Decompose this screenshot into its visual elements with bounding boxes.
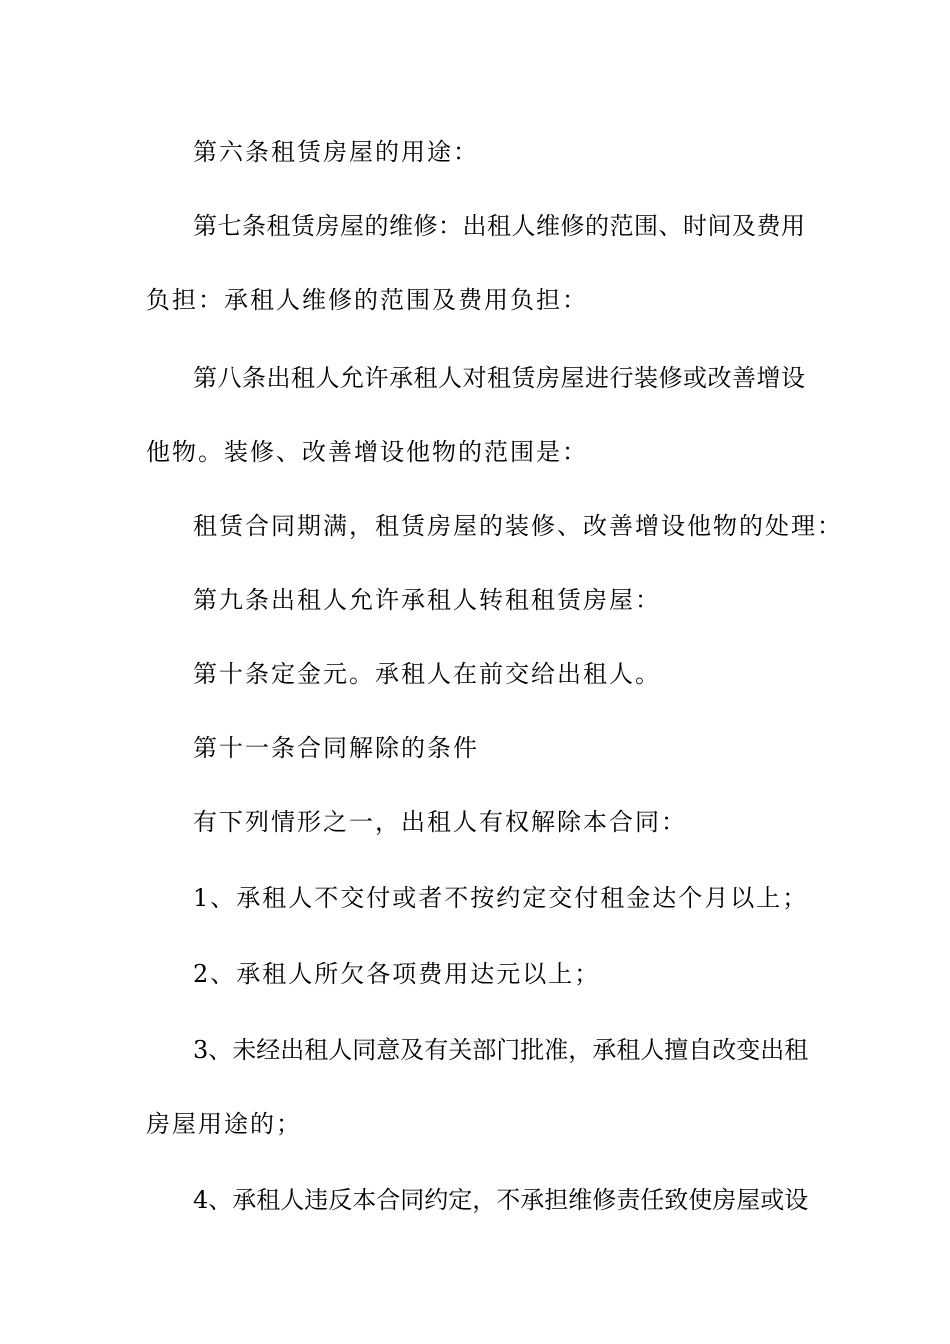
clause-11-intro: 有下列情形之一，出租人有权解除本合同： xyxy=(193,808,687,836)
clause-8-line-3: 租赁合同期满，租赁房屋的装修、改善增设他物的处理： xyxy=(193,512,843,540)
clause-11-item-3-line-1: 3、未经出租人同意及有关部门批准，承租人擅自改变出租 xyxy=(193,1036,809,1064)
clause-11-item-4-line-1: 4、承租人违反本合同约定，不承担维修责任致使房屋或设 xyxy=(193,1186,809,1214)
clause-7-line-2: 负担：承租人维修的范围及费用负担： xyxy=(146,286,588,314)
clause-7-line-1: 第七条租赁房屋的维修：出租人维修的范围、时间及费用 xyxy=(193,212,805,240)
clause-11-heading: 第十一条合同解除的条件 xyxy=(193,734,479,762)
clause-11-item-1: 1、承租人不交付或者不按约定交付租金达个月以上； xyxy=(193,884,809,912)
clause-6-line: 第六条租赁房屋的用途： xyxy=(193,138,479,166)
clause-8-line-1: 第八条出租人允许承租人对租赁房屋进行装修或改善增设 xyxy=(193,364,805,392)
clause-9-line: 第九条出租人允许承租人转租租赁房屋： xyxy=(193,586,661,614)
clause-11-item-3-line-2: 房屋用途的； xyxy=(146,1110,302,1138)
clause-8-line-2: 他物。装修、改善增设他物的范围是： xyxy=(146,438,588,466)
clause-10-line: 第十条定金元。承租人在前交给出租人。 xyxy=(193,660,661,688)
clause-11-item-2: 2、承租人所欠各项费用达元以上； xyxy=(193,960,601,988)
